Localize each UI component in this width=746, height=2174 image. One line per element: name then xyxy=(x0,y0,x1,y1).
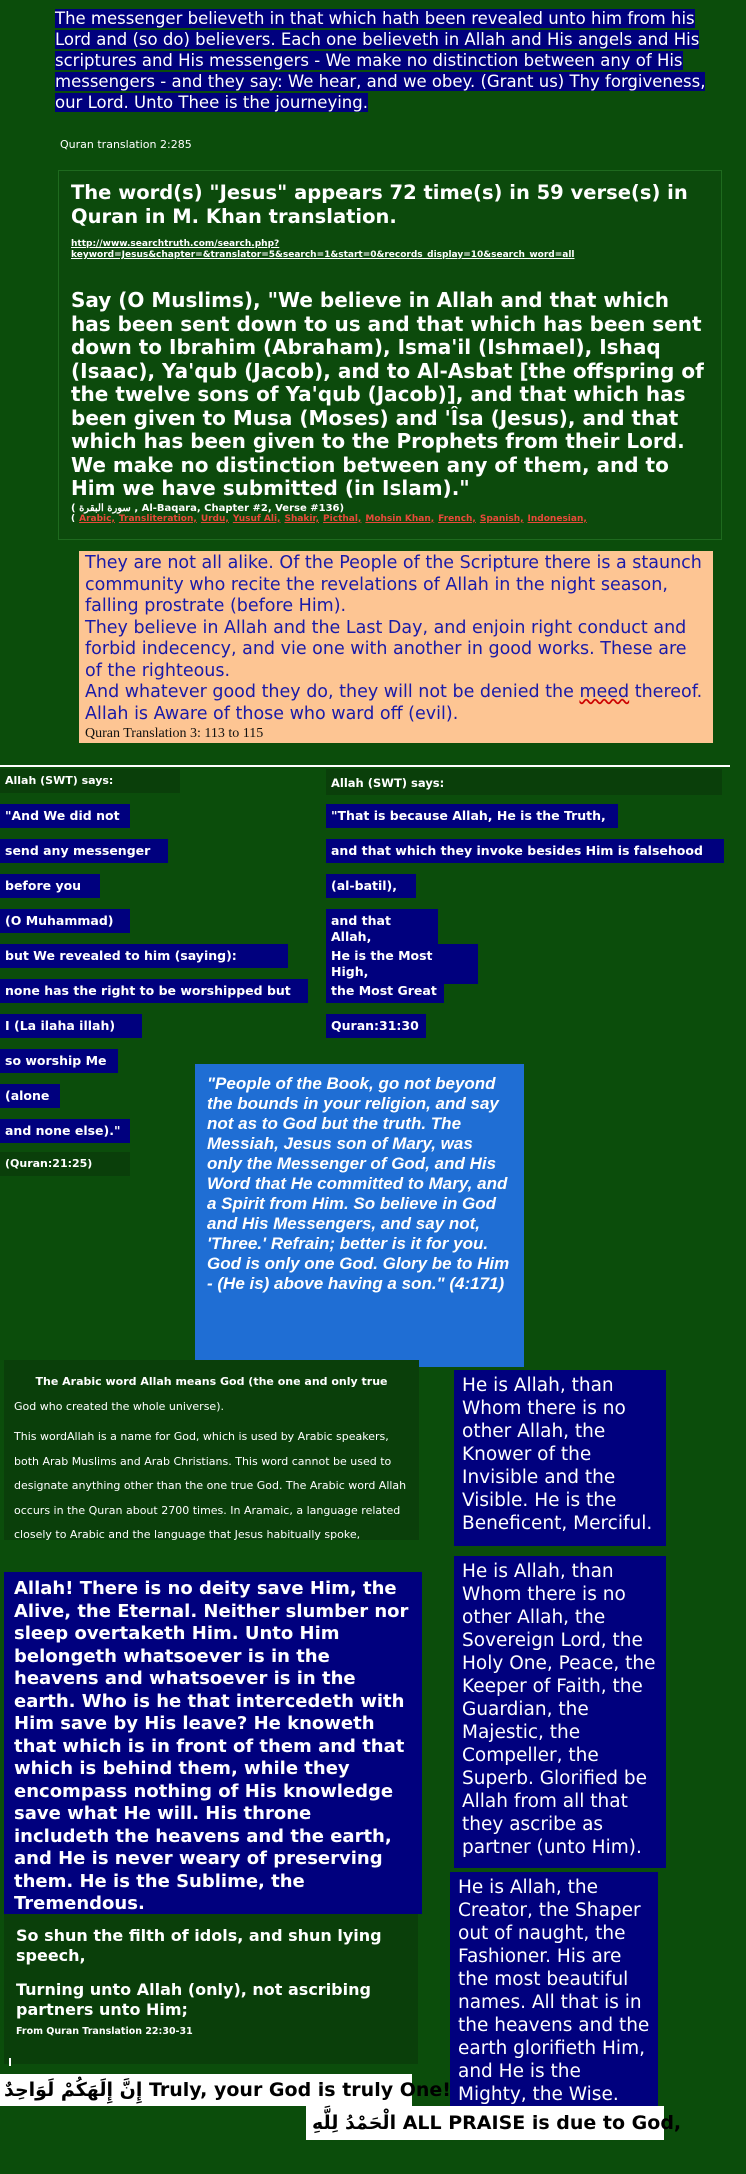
allah-word-line: closely to Arabic and the language that Jesus habitually spoke, xyxy=(14,1528,361,1541)
meed-word: meed xyxy=(579,682,630,702)
shun-line-1: So shun the filth of idols, and shun lying speech, xyxy=(16,1926,382,1965)
peach-quote-box xyxy=(76,548,716,746)
right-line: Quran:31:30 xyxy=(326,1014,426,1038)
allah-word-line: occurs in the Quran about 2700 times. In Aramaic, a language related xyxy=(14,1503,401,1517)
peach-line-3c: thereof. Allah is Aware of those who ward off (evil). xyxy=(85,682,703,724)
allah-word-line: God who created the whole universe). xyxy=(14,1399,224,1413)
all-praise-banner xyxy=(306,2106,682,2140)
he-is-allah-box-3: He is Allah, the Creator, the Shaper out of naught, the Fashioner. His are the most beautiful names. All that is in the heavens and the earth glorifieth Him, and He is the Mighty, the Wise. xyxy=(450,1872,658,2108)
right-line: Allah (SWT) says: xyxy=(326,769,722,795)
banner1-text: Truly, your God is truly One! xyxy=(148,2079,451,2101)
link-arabic[interactable]: Arabic, xyxy=(79,513,115,524)
top-citation: Quran translation 2:285 xyxy=(60,138,192,151)
shun-citation: From Quran Translation 22:30-31 xyxy=(16,2026,193,2037)
right-line: and that Allah, xyxy=(326,909,438,949)
link-yusuf-ali[interactable]: Yusuf Ali, xyxy=(232,513,281,524)
right-line: He is the Most High, xyxy=(326,944,478,984)
banner2-arabic: الْحَمْدُ لِلَّهِ xyxy=(312,2112,397,2134)
links-open: ( xyxy=(71,513,76,524)
allah-word-title: The Arabic word Allah means God (the one and only true xyxy=(35,1375,388,1388)
link-indonesian[interactable]: Indonesian, xyxy=(527,513,587,524)
divider xyxy=(0,765,730,767)
peach-line-3a: And whatever good they do, they will not be denied the xyxy=(85,682,580,702)
jesus-search-box xyxy=(58,170,722,540)
banner2-text: ALL PRAISE is due to God, xyxy=(402,2112,682,2134)
allah-word-line: both Arab Muslims and Arab Christians. This word cannot be used to xyxy=(14,1454,392,1468)
marker xyxy=(9,2058,11,2066)
right-line: and that which they invoke besides Him is falsehood xyxy=(326,839,724,863)
link-french[interactable]: French, xyxy=(438,513,476,524)
throne-verse: Allah! There is no deity save Him, the Alive, the Eternal. Neither slumber nor sleep overtaketh Him. Unto Him belongeth whatsoever is in the heavens and whatsoever is in the earth. Who is he that intercedeth with Him save by His leave? He knoweth that which is in front of them and that which is behind them, while they encompass nothing of His knowledge save what He will. His throne includeth the heavens and the earth, and He is never weary of preserving them. He is the Sublime, the Tremendous. xyxy=(4,1572,422,1914)
link-urdu[interactable]: Urdu, xyxy=(200,513,229,524)
he-is-allah-box-1: He is Allah, than Whom there is no other Allah, the Knower of the Invisible and the Visible. He is the Beneficent, Merciful. xyxy=(454,1370,666,1546)
left-line: Allah (SWT) says: xyxy=(0,769,180,793)
right-line: (al-batil), xyxy=(326,874,416,898)
link-transliteration[interactable]: Transliteration, xyxy=(118,513,197,524)
right-line: "That is because Allah, He is the Truth, xyxy=(326,804,618,828)
left-line: and none else)." xyxy=(0,1119,130,1143)
left-line: (alone xyxy=(0,1084,60,1108)
right-line: the Most Great xyxy=(326,979,444,1003)
link-mohsin-khan[interactable]: Mohsin Khan, xyxy=(365,513,435,524)
peach-line-1: They are not all alike. Of the People of the Scripture there is a staunch community who recite the revelations of Allah in the night season, falling prostrate (before Him). xyxy=(85,553,702,616)
ref-text: , Al-Baqara, Chapter #2, Verse #136) xyxy=(134,502,345,514)
jesus-heading: The word(s) "Jesus" appears 72 time(s) in 59 verse(s) in Quran in M. Khan translation. xyxy=(71,181,688,228)
left-line: but We revealed to him (saying): xyxy=(0,944,288,968)
shun-line-2: Turning unto Allah (only), not ascribing partners unto Him; xyxy=(16,1980,371,2019)
peach-line-3 xyxy=(85,682,707,725)
left-line: (Quran:21:25) xyxy=(0,1152,130,1176)
left-line: before you xyxy=(0,874,100,898)
peach-citation: Quran Translation 3: 113 to 115 xyxy=(85,726,264,741)
verse-reference xyxy=(71,503,709,514)
peach-line-2: They believe in Allah and the Last Day, and enjoin right conduct and forbid indecency, and vie one with another in good works. These are of the righteous. xyxy=(85,617,687,681)
left-line: send any messenger xyxy=(0,839,168,863)
left-line: so worship Me xyxy=(0,1049,118,1073)
link-picthal[interactable]: Picthal, xyxy=(323,513,362,524)
surah-arabic: سورة البقرة xyxy=(79,502,131,514)
search-url-link[interactable]: http://www.searchtruth.com/search.php?keyword=Jesus&chapter=&translator=5&search=1&start=0&records_display=10&search_word=all xyxy=(71,239,575,260)
left-line: (O Muhammad) xyxy=(0,909,130,933)
top-quote xyxy=(55,8,721,113)
god-is-one-banner xyxy=(0,2074,451,2106)
left-line: "And We did not xyxy=(0,804,130,828)
top-quote-text: The messenger believeth in that which hath been revealed unto him from his Lord and (so do) believers. Each one believeth in Allah and His angels and His scriptures and His messengers - We make no distinction between any of His messengers - and they say: We hear, and we obey. (Grant us) Thy forgiveness, our Lord. Unto Thee is the journeying. xyxy=(55,9,706,112)
link-spanish[interactable]: Spanish, xyxy=(479,513,524,524)
jesus-verse: Say (O Muslims), "We believe in Allah and that which has been sent down to us and that which has been sent down to Ibrahim (Abraham), Isma'il (Ishmael), Ishaq (Isaac), Ya'qub (Jacob), and to Al-Asbat [the offspring of the twelve sons of Ya'qub (Jacob)], and that which has been given to Musa (Moses) and 'Îsa (Jesus), and that which has been given to the Prophets from their Lord. We make no distinction between any of them, and to Him we have submitted (in Islam)." xyxy=(71,288,704,500)
he-is-allah-box-2: He is Allah, than Whom there is no other Allah, the Sovereign Lord, the Holy One, Peace, the Keeper of Faith, the Guardian, the Majestic, the Compeller, the Superb. Glorified be Allah from all that they ascribe as partner (unto Him). xyxy=(454,1556,666,1868)
left-line: none has the right to be worshipped but xyxy=(0,979,308,1003)
banner1-arabic: إِنَّ إِلَهَكُمْ لَوَاحِدٌ xyxy=(4,2079,143,2101)
link-shakir[interactable]: Shakir, xyxy=(284,513,320,524)
left-line: I (La ilaha illah) xyxy=(0,1014,142,1038)
allah-word-line: designate anything other than the one true God. The Arabic word Allah xyxy=(14,1479,407,1492)
arabic-word-allah-text xyxy=(4,1360,419,1540)
people-of-book-quote: "People of the Book, go not beyond the bounds in your religion, and say not as to God but the truth. The Messiah, Jesus son of Mary, was only the Messenger of God, and His Word that He committed to Mary, and a Spirit from Him. So believe in God and His Messengers, and say not, 'Three.' Refrain; better is it for you. God is only one God. Glory be to Him - (He is) above having a son." (4:171) xyxy=(195,1064,524,1367)
ref-open: ( xyxy=(71,502,76,514)
shun-idols-quote xyxy=(4,1914,418,2064)
allah-word-line: This wordAllah is a name for God, which is used by Arabic speakers, xyxy=(14,1430,389,1443)
translation-links xyxy=(71,514,709,525)
